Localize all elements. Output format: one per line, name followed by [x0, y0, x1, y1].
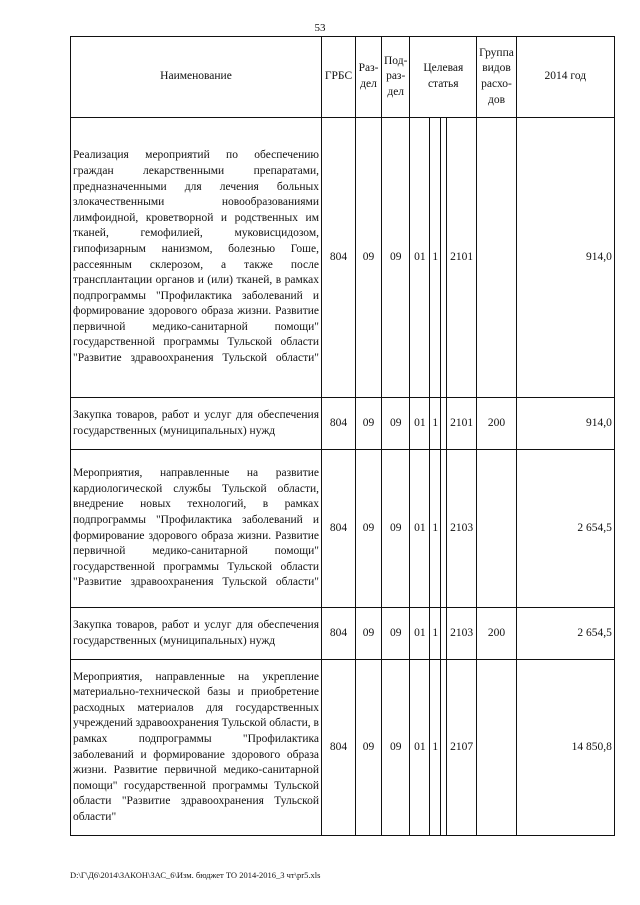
row-cs4: 2101	[447, 118, 477, 398]
table-row	[71, 118, 615, 398]
file-path-footer: D:\Г\Д6\2014\ЗАКОН\ЗАС_6\Изм. бюджет ТО 2014-2016_3 чт\pr5.xls	[70, 870, 321, 880]
row-cs1: 01	[410, 608, 430, 660]
row-podrazdel: 09	[382, 118, 410, 398]
row-grbs: 804	[322, 398, 356, 450]
row-razdel: 09	[356, 660, 382, 836]
row-amount: 914,0	[516, 398, 614, 450]
row-amount: 2 654,5	[516, 608, 614, 660]
row-cs2: 1	[430, 660, 441, 836]
row-vid	[477, 118, 517, 398]
header-celevaya: Целевая статья	[410, 37, 477, 118]
table-row	[71, 660, 615, 836]
row-name: Закупка товаров, работ и услуг для обеспечения государственных (муниципальных) нужд	[71, 398, 322, 450]
row-grbs: 804	[322, 450, 356, 608]
row-cs1: 01	[410, 660, 430, 836]
table-row	[71, 450, 615, 608]
row-razdel: 09	[356, 398, 382, 450]
row-podrazdel: 09	[382, 608, 410, 660]
row-vid: 200	[477, 398, 517, 450]
row-name: Мероприятия, направленные на укрепление материально-технической базы и приобретение расходных материалов для государственных учреждений здравоохранения Тульской области, в рамках подпрограммы "Профилактика заболеваний и формирование здорового образа жизни. Развитие первичной медико-санитарной помощи" государственной программы Тульской области "Развитие здравоохранения Тульской области"	[71, 660, 322, 836]
row-cs4: 2107	[447, 660, 477, 836]
row-amount: 14 850,8	[516, 660, 614, 836]
header-row	[71, 37, 615, 118]
row-cs1: 01	[410, 118, 430, 398]
row-name: Мероприятия, направленные на развитие кардиологической службы Тульской области, внедрение новых технологий, в рамках подпрограммы "Профилактика заболеваний и формирование здорового образа жизни. Развитие первичной медико-санитарной помощи" государственной программы Тульской области "Развитие здравоохранения Тульской области"	[71, 450, 322, 608]
row-cs2: 1	[430, 450, 441, 608]
header-podrazdel: Под- раз- дел	[382, 37, 410, 118]
row-podrazdel: 09	[382, 660, 410, 836]
row-grbs: 804	[322, 118, 356, 398]
row-razdel: 09	[356, 608, 382, 660]
row-vid	[477, 660, 517, 836]
row-podrazdel: 09	[382, 450, 410, 608]
budget-table	[70, 36, 615, 836]
row-cs2: 1	[430, 398, 441, 450]
header-razdel: Раз- дел	[356, 37, 382, 118]
row-cs4: 2103	[447, 450, 477, 608]
row-vid: 200	[477, 608, 517, 660]
row-name: Реализация мероприятий по обеспечению граждан лекарственными препаратами, предназначенными для лечения больных злокачественными новообразованиями лимфоидной, кроветворной и родственных им тканей, гемофилией, муковисцидозом, гипофизарным нанизмом, болезнью Гоше, рассеянным склерозом, а также после трансплантации органов и (или) тканей, в рамках подпрограммы "Профилактика заболеваний и формирование здорового образа жизни. Развитие первичной медико-санитарной помощи" государственной программы Тульской области "Развитие здравоохранения Тульской области"	[71, 118, 322, 398]
row-amount: 2 654,5	[516, 450, 614, 608]
row-grbs: 804	[322, 660, 356, 836]
row-grbs: 804	[322, 608, 356, 660]
row-amount: 914,0	[516, 118, 614, 398]
row-razdel: 09	[356, 450, 382, 608]
row-podrazdel: 09	[382, 398, 410, 450]
row-name: Закупка товаров, работ и услуг для обеспечения государственных (муниципальных) нужд	[71, 608, 322, 660]
table-row	[71, 398, 615, 450]
row-razdel: 09	[356, 118, 382, 398]
header-name: Наименование	[71, 37, 322, 118]
header-grbs: ГРБС	[322, 37, 356, 118]
row-vid	[477, 450, 517, 608]
row-cs2: 1	[430, 608, 441, 660]
row-cs4: 2103	[447, 608, 477, 660]
row-cs1: 01	[410, 398, 430, 450]
row-cs1: 01	[410, 450, 430, 608]
row-cs4: 2101	[447, 398, 477, 450]
header-gruppa: Группа видов расхо- дов	[477, 37, 517, 118]
row-cs2: 1	[430, 118, 441, 398]
page-number: 53	[314, 22, 326, 34]
table-row	[71, 608, 615, 660]
header-year: 2014 год	[516, 37, 614, 118]
